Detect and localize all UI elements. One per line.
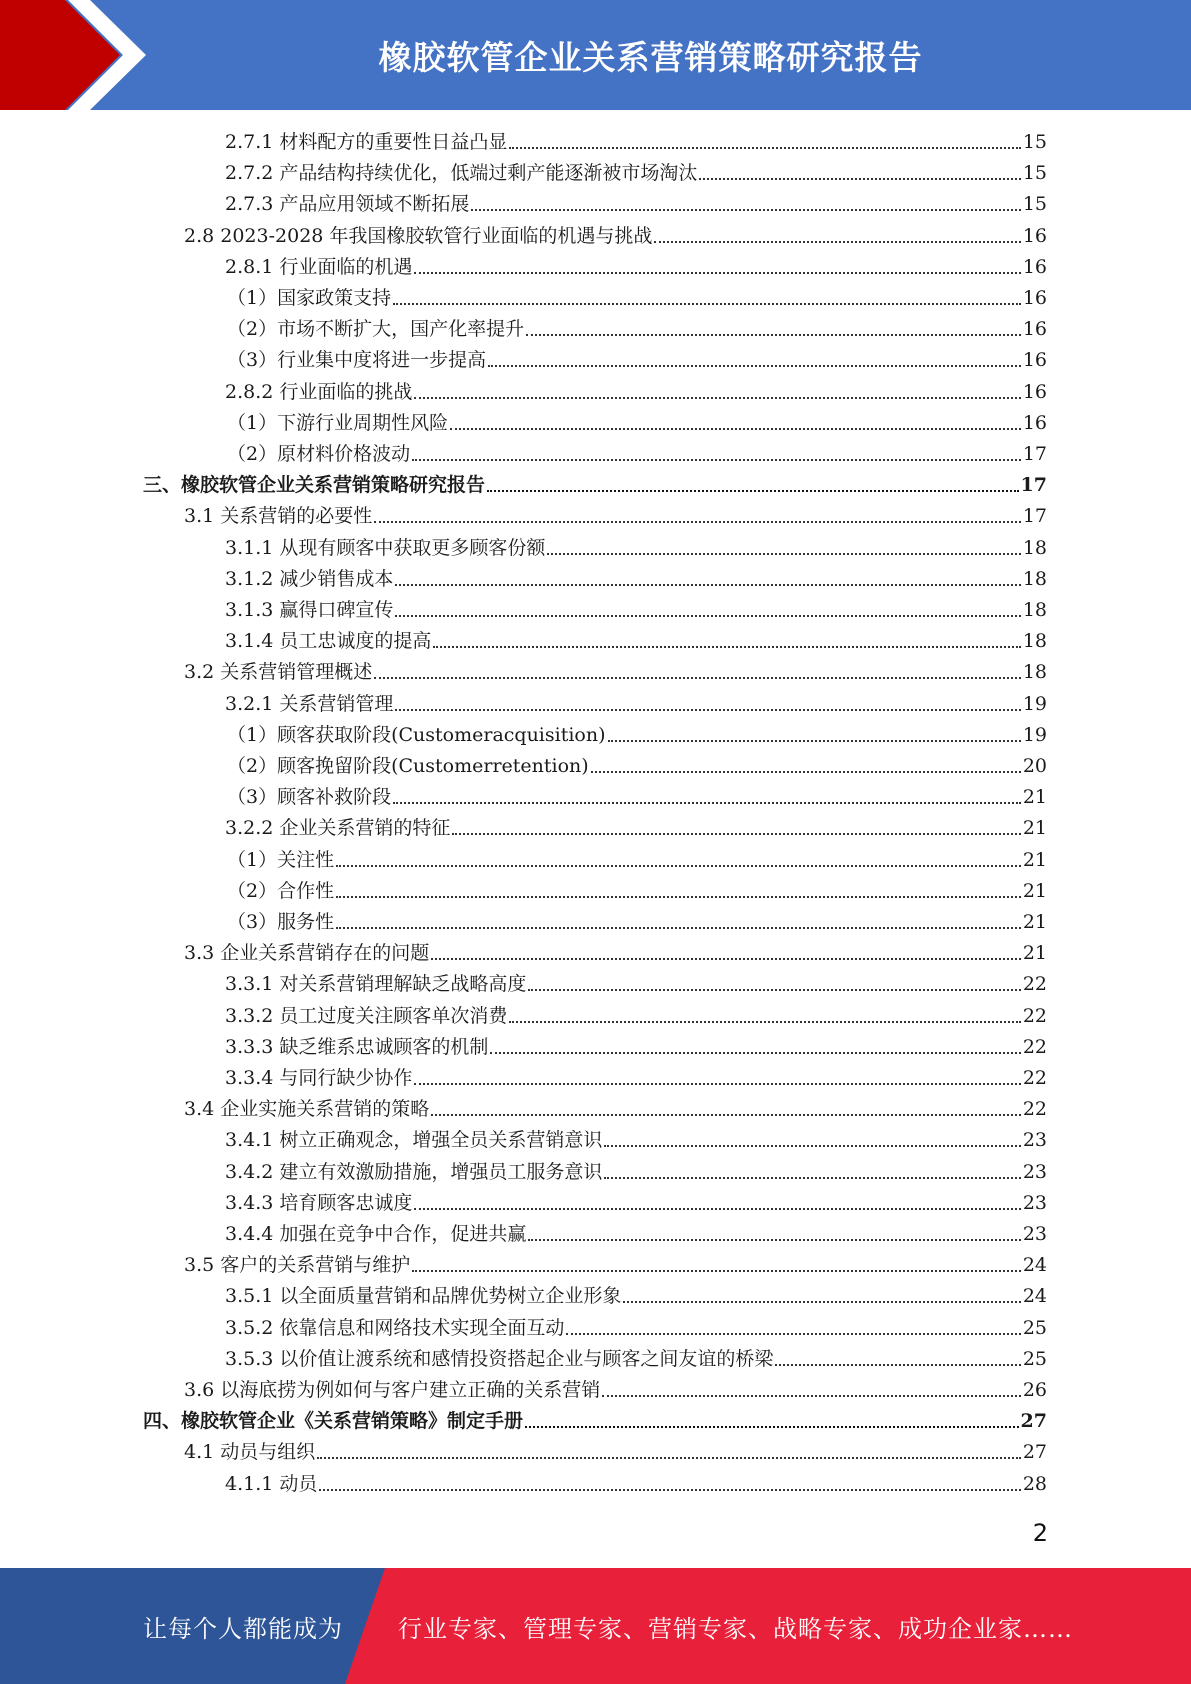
toc-entry-label: （2）合作性: [227, 879, 335, 902]
toc-entry-page: 18: [1022, 599, 1047, 621]
header-arrow-icon: [0, 0, 160, 110]
toc-entry-label: 3.1.3 赢得口碑宣传: [225, 599, 394, 621]
toc-entry[interactable]: [225, 1001, 1047, 1031]
toc-entry[interactable]: [184, 501, 1047, 531]
toc-entry[interactable]: [225, 189, 1047, 219]
toc-leader-dots: [319, 1469, 1020, 1499]
toc-entry-label: 2.7.3 产品应用领域不断拓展: [225, 193, 470, 216]
toc-entry[interactable]: [184, 221, 1047, 251]
toc-leader-dots: [374, 657, 1021, 687]
toc-entry-label: 3.3.1 对关系营销理解缺乏战略高度: [225, 973, 527, 996]
toc-entry-label: 3.4.4 加强在竞争中合作，促进共赢: [225, 1223, 527, 1245]
toc-entry-page: 23: [1022, 1223, 1047, 1245]
toc-entry-page: 24: [1022, 1254, 1047, 1277]
toc-entry-label: （1）下游行业周期性风险: [227, 411, 449, 434]
toc-leader-dots: [395, 564, 1020, 594]
toc-entry[interactable]: [225, 1157, 1047, 1187]
toc-entry[interactable]: [227, 283, 1047, 313]
toc-leader-dots: [566, 1313, 1020, 1343]
toc-entry-label: 2.7.1 材料配方的重要性日益凸显: [225, 131, 508, 153]
toc-entry[interactable]: [184, 1094, 1047, 1124]
toc-entry-page: 16: [1022, 318, 1047, 341]
footer-slogan-left: 让每个人都能成为: [143, 1614, 343, 1643]
toc-entry[interactable]: [227, 720, 1047, 750]
toc-leader-dots: [336, 876, 1021, 906]
toc-entry[interactable]: [225, 626, 1047, 656]
toc-leader-dots: [412, 439, 1021, 469]
toc-entry-page: 23: [1022, 1191, 1047, 1214]
toc-entry[interactable]: [225, 1188, 1047, 1218]
toc-leader-dots: [374, 501, 1021, 531]
toc-entry-page: 18: [1022, 661, 1047, 684]
toc-entry-page: 16: [1022, 255, 1047, 278]
toc-entry-label: （1）关注性: [227, 848, 335, 871]
toc-entry-page: 19: [1022, 723, 1047, 746]
toc-entry-page: 17: [1022, 443, 1047, 465]
toc-entry-page: 21: [1022, 848, 1047, 871]
toc-entry-label: 3.6 以海底捞为例如何与客户建立正确的关系营销: [184, 1379, 601, 1401]
toc-entry-label: 3.2.1 关系营销管理: [225, 692, 394, 715]
toc-entry-page: 22: [1022, 973, 1047, 996]
toc-entry-page: 26: [1022, 1379, 1047, 1401]
footer-slogan-right: 行业专家、管理专家、营销专家、战略专家、成功企业家……: [398, 1614, 1073, 1643]
toc-entry-label: 2.8.1 行业面临的机遇: [225, 255, 413, 278]
toc-entry[interactable]: [225, 1063, 1047, 1093]
report-title: 橡胶软管企业关系营销策略研究报告: [378, 37, 923, 77]
toc-entry-label: （2）顾客挽留阶段(Customerretention): [227, 755, 589, 777]
toc-entry[interactable]: [225, 1219, 1047, 1249]
toc-entry-page: 28: [1022, 1472, 1047, 1495]
toc-entry[interactable]: [227, 845, 1047, 875]
toc-entry-page: 21: [1022, 786, 1047, 809]
toc-entry-page: 23: [1022, 1160, 1047, 1183]
toc-entry-page: 17: [1022, 505, 1047, 528]
toc-leader-dots: [608, 720, 1021, 750]
footer-banner: [0, 1568, 1191, 1684]
toc-entry-page: 22: [1022, 1035, 1047, 1058]
toc-entry-label: 三、橡胶软管企业关系营销策略研究报告: [143, 474, 486, 497]
toc-leader-dots: [591, 751, 1021, 781]
toc-entry-page: 23: [1022, 1129, 1047, 1152]
toc-entry[interactable]: [225, 1313, 1047, 1343]
toc-leader-dots: [433, 626, 1020, 656]
toc-entry-label: 4.1 动员与组织: [184, 1441, 316, 1464]
toc-entry-page: 22: [1022, 1067, 1047, 1089]
toc-entry[interactable]: [225, 158, 1047, 188]
toc-entry-page: 16: [1022, 224, 1047, 247]
toc-entry-page: 20: [1022, 755, 1047, 777]
toc-entry-page: 17: [1020, 474, 1047, 497]
toc-leader-dots: [393, 283, 1021, 313]
toc-entry-page: 16: [1022, 380, 1047, 403]
toc-entry-label: 3.5.3 以价值让渡系统和感情投资搭起企业与顾客之间友谊的桥梁: [225, 1347, 774, 1370]
toc-entry[interactable]: [225, 969, 1047, 999]
toc-leader-dots: [395, 595, 1020, 625]
toc-leader-dots: [414, 1063, 1020, 1093]
toc-entry-page: 18: [1022, 567, 1047, 590]
toc-leader-dots: [488, 345, 1021, 375]
toc-entry[interactable]: [143, 470, 1047, 500]
toc-leader-dots: [604, 1125, 1020, 1155]
toc-entry[interactable]: [227, 751, 1047, 781]
toc-leader-dots: [471, 189, 1020, 219]
toc-leader-dots: [775, 1344, 1020, 1374]
toc-entry-label: 4.1.1 动员: [225, 1472, 318, 1495]
toc-entry[interactable]: [225, 127, 1047, 157]
toc-entry[interactable]: [225, 813, 1047, 843]
toc-leader-dots: [487, 470, 1019, 500]
toc-entry[interactable]: [225, 533, 1047, 563]
toc-leader-dots: [431, 1094, 1021, 1124]
toc-entry[interactable]: [225, 1344, 1047, 1374]
toc-entry[interactable]: [225, 689, 1047, 719]
toc-leader-dots: [528, 1219, 1020, 1249]
toc-entry-page: 21: [1022, 817, 1047, 840]
toc-leader-dots: [699, 158, 1020, 188]
toc-entry[interactable]: [184, 938, 1047, 968]
toc-entry-page: 27: [1020, 1410, 1047, 1433]
toc-entry-label: 3.2.2 企业关系营销的特征: [225, 817, 451, 840]
toc-entry-label: （1）国家政策支持: [227, 287, 392, 309]
toc-entry[interactable]: [225, 377, 1047, 407]
toc-entry-label: （1）顾客获取阶段(Customeracquisition): [227, 723, 606, 746]
toc-entry-label: 3.3.3 缺乏维系忠诚顾客的机制: [225, 1035, 489, 1058]
toc-entry-page: 15: [1022, 131, 1047, 153]
toc-leader-dots: [525, 1406, 1019, 1436]
toc-entry-label: （3）行业集中度将进一步提高: [227, 349, 487, 372]
toc-leader-dots: [414, 252, 1020, 282]
toc-entry-page: 16: [1022, 349, 1047, 372]
toc-entry[interactable]: [225, 1125, 1047, 1155]
toc-entry-label: 2.7.2 产品结构持续优化，低端过剩产能逐渐被市场淘汰: [225, 162, 698, 185]
toc-entry[interactable]: [184, 1375, 1047, 1405]
toc-entry-page: 21: [1022, 879, 1047, 902]
toc-entry-label: 2.8.2 行业面临的挑战: [225, 380, 413, 403]
toc-leader-dots: [509, 127, 1020, 157]
toc-leader-dots: [509, 1001, 1020, 1031]
toc-entry-label: 3.4.1 树立正确观念，增强全员关系营销意识: [225, 1129, 603, 1152]
toc-entry-label: 四、橡胶软管企业《关系营销策略》制定手册: [143, 1410, 524, 1433]
toc-leader-dots: [450, 408, 1021, 438]
toc-leader-dots: [547, 533, 1020, 563]
page-number: 2: [1032, 1519, 1048, 1547]
toc-leader-dots: [414, 377, 1020, 407]
toc-leader-dots: [654, 221, 1020, 251]
toc-entry-label: 3.4.2 建立有效激励措施，增强员工服务意识: [225, 1160, 603, 1183]
toc-entry[interactable]: [225, 252, 1047, 282]
toc-entry[interactable]: [225, 1032, 1047, 1062]
header-banner: [0, 0, 1191, 110]
toc-entry-page: 19: [1022, 692, 1047, 715]
toc-entry-label: 3.1 关系营销的必要性: [184, 505, 373, 528]
toc-entry-label: 3.3.2 员工过度关注顾客单次消费: [225, 1004, 508, 1027]
toc-leader-dots: [602, 1375, 1021, 1405]
toc-entry-page: 15: [1022, 193, 1047, 216]
toc-entry-label: 3.5.1 以全面质量营销和品牌优势树立企业形象: [225, 1285, 622, 1308]
toc-leader-dots: [431, 938, 1021, 968]
toc-entry[interactable]: [225, 1469, 1047, 1499]
toc-entry-label: （2）原材料价格波动: [227, 443, 411, 465]
toc-leader-dots: [414, 1188, 1020, 1218]
toc-leader-dots: [604, 1157, 1020, 1187]
toc-entry[interactable]: [225, 1281, 1047, 1311]
toc-entry-label: 3.4 企业实施关系营销的策略: [184, 1098, 430, 1121]
toc-entry[interactable]: [184, 657, 1047, 687]
toc-leader-dots: [395, 689, 1020, 719]
toc-entry-label: 3.3.4 与同行缺少协作: [225, 1067, 413, 1089]
toc-leader-dots: [336, 845, 1021, 875]
toc-entry-label: 3.4.3 培育顾客忠诚度: [225, 1191, 413, 1214]
toc-entry-page: 16: [1022, 411, 1047, 434]
toc-entry-label: 3.1.1 从现有顾客中获取更多顾客份额: [225, 536, 546, 559]
toc-entry[interactable]: [225, 564, 1047, 594]
toc-entry-label: 3.1.2 减少销售成本: [225, 567, 394, 590]
toc-entry-label: （3）顾客补救阶段: [227, 786, 392, 809]
toc-entry-page: 18: [1022, 536, 1047, 559]
toc-leader-dots: [317, 1437, 1021, 1467]
toc-entry-label: （3）服务性: [227, 911, 335, 933]
toc-entry-label: 2.8 2023-2028 年我国橡胶软管行业面临的机遇与挑战: [184, 224, 653, 247]
toc-entry[interactable]: [227, 439, 1047, 469]
toc-entry[interactable]: [227, 314, 1047, 344]
toc-leader-dots: [490, 1032, 1020, 1062]
toc-leader-dots: [526, 314, 1021, 344]
toc-entry-page: 25: [1022, 1347, 1047, 1370]
toc-entry-page: 22: [1022, 1098, 1047, 1121]
toc-entry-page: 21: [1022, 942, 1047, 965]
toc-entry-label: 3.2 关系营销管理概述: [184, 661, 373, 684]
toc-entry[interactable]: [184, 1250, 1047, 1280]
toc-leader-dots: [528, 969, 1020, 999]
toc-entry[interactable]: [227, 907, 1047, 937]
toc-entry-page: 15: [1022, 162, 1047, 185]
toc-entry-page: 21: [1022, 911, 1047, 933]
toc-entry[interactable]: [143, 1406, 1047, 1436]
toc-entry-page: 25: [1022, 1316, 1047, 1339]
toc-entry-label: （2）市场不断扩大，国产化率提升: [227, 318, 525, 341]
toc-entry-page: 27: [1022, 1441, 1047, 1464]
toc-entry[interactable]: [227, 408, 1047, 438]
toc-entry[interactable]: [227, 345, 1047, 375]
toc-entry-label: 3.5 客户的关系营销与维护: [184, 1254, 411, 1277]
toc-entry-label: 3.1.4 员工忠诚度的提高: [225, 630, 432, 653]
toc-entry-page: 22: [1022, 1004, 1047, 1027]
toc-entry[interactable]: [227, 782, 1047, 812]
toc-entry-label: 3.3 企业关系营销存在的问题: [184, 942, 430, 965]
toc-leader-dots: [452, 813, 1020, 843]
toc-entry-page: 18: [1022, 630, 1047, 653]
toc-leader-dots: [623, 1281, 1020, 1311]
toc-entry[interactable]: [227, 876, 1047, 906]
toc-entry-page: 16: [1022, 287, 1047, 309]
toc-entry[interactable]: [225, 595, 1047, 625]
toc-entry-label: 3.5.2 依靠信息和网络技术实现全面互动: [225, 1316, 565, 1339]
toc-leader-dots: [336, 907, 1021, 937]
toc-entry[interactable]: [184, 1437, 1047, 1467]
toc-entry-page: 24: [1022, 1285, 1047, 1308]
toc-leader-dots: [393, 782, 1021, 812]
toc-leader-dots: [412, 1250, 1021, 1280]
